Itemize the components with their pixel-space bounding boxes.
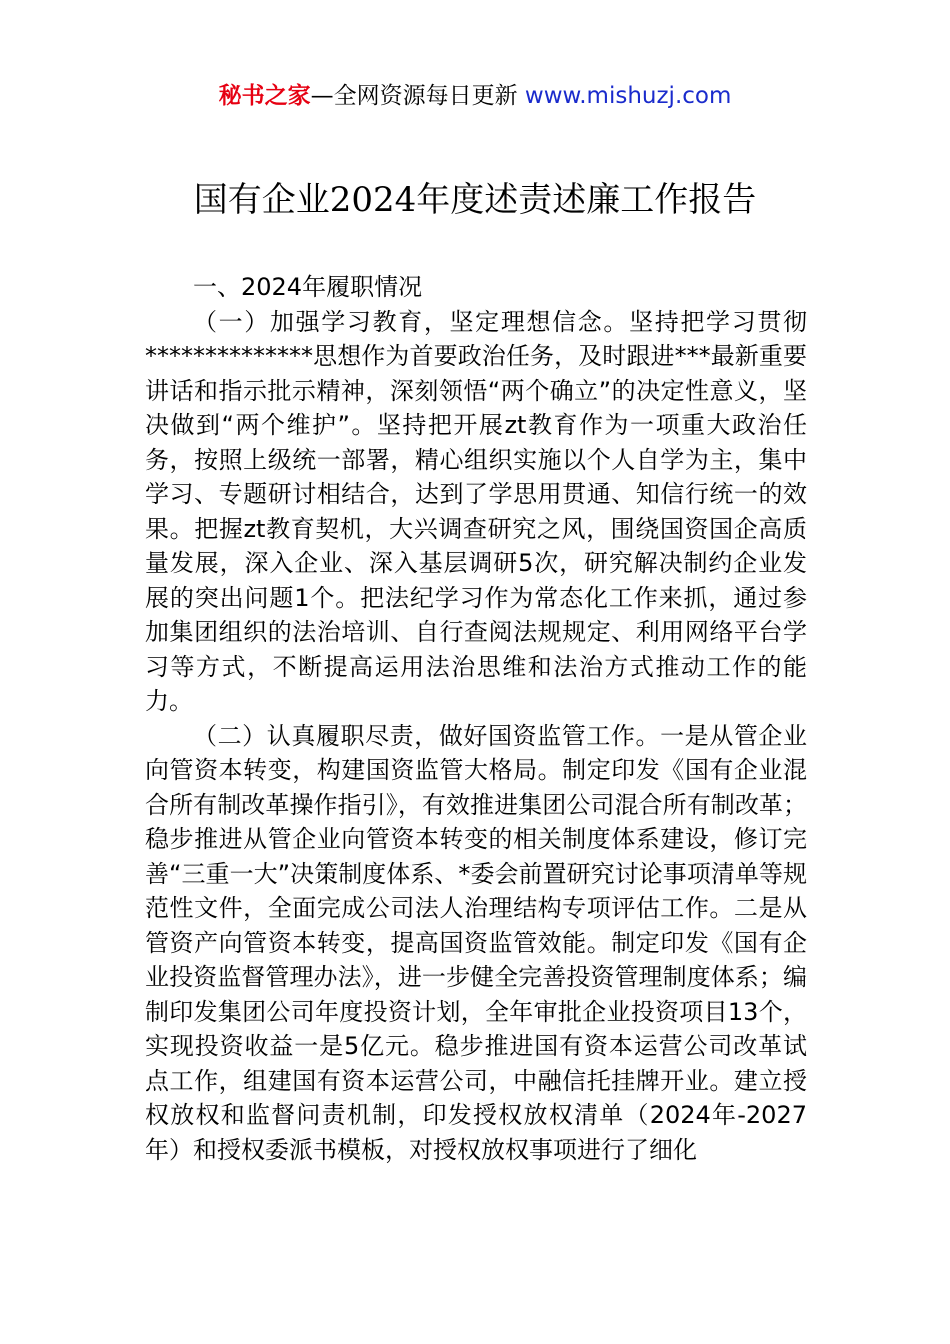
brand-name: 秘书之家: [218, 83, 311, 109]
site-header: [0, 80, 950, 112]
header-tagline: —全网资源每日更新: [310, 83, 525, 109]
paragraph-2: （二）认真履职尽责，做好国资监管工作。一是从管企业向管资本转变，构建国资监管大格局。制定印发《国有企业混合所有制改革操作指引》，有效推进集团公司混合所有制改革；稳步推进从管企业向管资本转变的相关制度体系建设，修订完善“三重一大”决策制度体系、*委会前置研究讨论事项清单等规范性文件，全面完成公司法人治理结构专项评估工作。二是从管资产向管资本转变，提高国资监管效能。制定印发《国有企业投资监督管理办法》，进一步健全完善投资管理制度体系；编制印发集团公司年度投资计划，全年审批企业投资项目13个，实现投资收益一是5亿元。稳步推进国有资本运营公司改革试点工作，组建国有资本运营公司，中融信托挂牌开业。建立授权放权和监督问责机制，印发授权放权清单（2024年-2027年）和授权委派书模板，对授权放权事项进行了细化: [145, 721, 807, 1164]
section-heading: 一、2024年履职情况: [193, 273, 423, 301]
document-title: 国有企业2024年度述责述廉工作报告: [193, 180, 757, 220]
paragraph-1: （一）加强学习教育，坚定理想信念。坚持把学习贯彻**************思想作为首要政治任务，及时跟进***最新重要讲话和指示批示精神，深刻领悟“两个确立”的决定性意义，坚决做到“两个维护”。坚持把开展zt教育作为一项重大政治任务，按照上级统一部署，精心组织实施以个人自学为主，集中学习、专题研讨相结合，达到了学思用贯通、知信行统一的效果。把握zt教育契机，大兴调查研究之风，围绕国资国企高质量发展，深入企业、深入基层调研5次，研究解决制约企业发展的突出问题1个。把法纪学习作为常态化工作来抓，通过参加集团组织的法治培训、自行查阅法规规定、利用网络平台学习等方式，不断提高运用法治思维和法治方式推动工作的能力。: [145, 307, 807, 715]
document-body: [145, 270, 807, 1167]
site-url-link[interactable]: www.mishuzj.com: [524, 83, 732, 109]
